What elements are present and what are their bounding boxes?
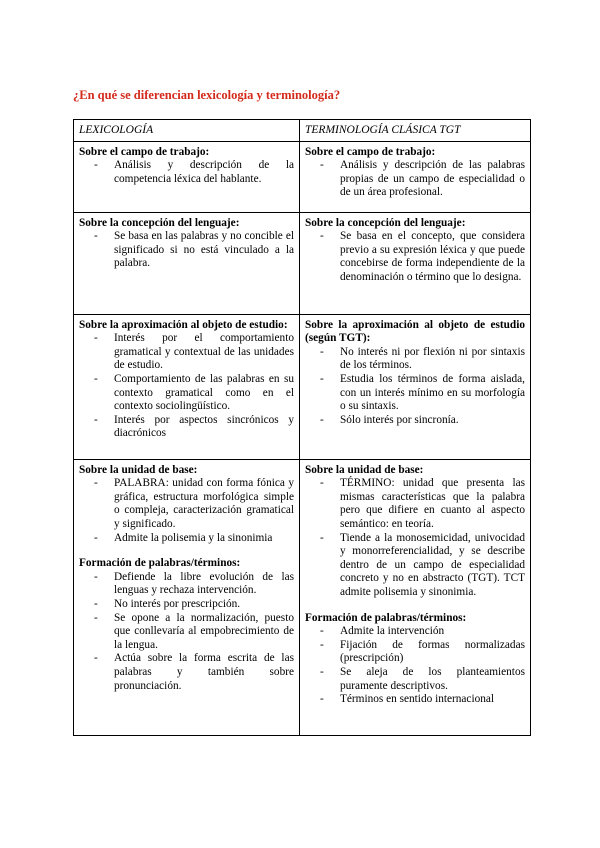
bullet-list — [79, 230, 294, 271]
cell-lexicologia — [74, 141, 300, 212]
list-item: - Interés por aspectos sincrónicos y diacrónicos — [114, 414, 294, 441]
list-item: - Actúa sobre la forma escrita de las palabras y también sobre pronunciación. — [114, 652, 294, 693]
list-item: - Tiende a la monosemicidad, univocidad y monorreferencialidad, y se describe dentro de un campo de especialidad concreto y no en abstracto (TGT). TCT admite polisemia y sinonimia. — [340, 532, 525, 600]
list-item: - Estudia los términos de forma aislada, con un interés mínimo en su morfología o su sintaxis. — [340, 373, 525, 414]
list-item: - PALABRA: unidad con forma fónica y gráfica, estructura morfológica simple o compleja, caracterización gramatical y significado. — [114, 477, 294, 531]
cell-lexicologia — [74, 212, 300, 314]
list-item: - No interés por prescripción. — [114, 598, 294, 612]
comparison-table — [73, 119, 531, 736]
header-lexicologia: LEXICOLOGÍA — [74, 120, 300, 142]
section-heading: Sobre la concepción del lenguaje: — [79, 216, 240, 229]
bullet-list — [79, 571, 294, 693]
list-item: - Términos en sentido internacional — [340, 693, 525, 707]
list-item: - Análisis y descripción de las palabras propias de un campo de especialidad o de un área profesional. — [340, 159, 525, 200]
bullet-list — [79, 332, 294, 441]
bullet-list — [79, 159, 294, 186]
bullet-list — [79, 477, 294, 545]
table-row — [74, 212, 531, 314]
bullet-list — [305, 477, 525, 599]
cell-terminologia — [300, 314, 531, 459]
list-item: - Se basa en las palabras y no concible el significado si no está vinculado a la palabra. — [114, 230, 294, 271]
page-title: ¿En qué se diferencian lexicología y terminología? — [73, 88, 341, 102]
bullet-list — [305, 230, 525, 284]
section-heading: Sobre el campo de trabajo: — [79, 145, 210, 158]
section-heading: Sobre la unidad de base: — [79, 463, 198, 476]
cell-terminologia — [300, 141, 531, 212]
list-item: - TÉRMINO: unidad que presenta las mismas características que la palabra pero que difiere en cuanto al aspecto semántico: en teoría. — [340, 477, 525, 531]
section-heading: Sobre la aproximación al objeto de estudio (según TGT): — [305, 318, 525, 345]
section-heading: Formación de palabras/términos: — [305, 611, 467, 624]
section-heading: Formación de palabras/términos: — [79, 557, 241, 570]
section-heading: Sobre la unidad de base: — [305, 463, 424, 476]
list-item: - Se opone a la normalización, puesto que conllevaría al empobrecimiento de la lengua. — [114, 612, 294, 653]
table-row — [74, 459, 531, 735]
cell-lexicologia — [74, 314, 300, 459]
bullet-list — [305, 159, 525, 200]
list-item: - Admite la intervención — [340, 625, 525, 639]
section-heading: Sobre la concepción del lenguaje: — [305, 216, 466, 229]
table-header-row — [74, 120, 531, 142]
section-heading: Sobre la aproximación al objeto de estudio: — [79, 318, 288, 331]
list-item: - Fijación de formas normalizadas (prescripción) — [340, 639, 525, 666]
table-row — [74, 141, 531, 212]
cell-lexicologia — [74, 459, 300, 735]
list-item: - Defiende la libre evolución de las lenguas y rechaza intervención. — [114, 571, 294, 598]
list-item: - Comportamiento de las palabras en su contexto gramatical como en el contexto sociolingüístico. — [114, 373, 294, 414]
bullet-list — [305, 625, 525, 707]
cell-terminologia — [300, 459, 531, 735]
section-heading: Sobre el campo de trabajo: — [305, 145, 436, 158]
list-item: - Interés por el comportamiento gramatical y contextual de las unidades de estudio. — [114, 332, 294, 373]
list-item: - Se aleja de los planteamientos puramente descriptivos. — [340, 666, 525, 693]
list-item: - Admite la polisemia y la sinonimia — [114, 532, 294, 546]
list-item: - Sólo interés por sincronía. — [340, 414, 525, 428]
list-item: - Se basa en el concepto, que considera previo a su expresión léxica y que puede concebirse de forma independiente de la denominación o término que lo designa. — [340, 230, 525, 284]
table-row — [74, 314, 531, 459]
header-terminologia: TERMINOLOGÍA CLÁSICA TGT — [300, 120, 531, 142]
bullet-list — [305, 346, 525, 428]
list-item: - Análisis y descripción de la competencia léxica del hablante. — [114, 159, 294, 186]
list-item: - No interés ni por flexión ni por sintaxis de los términos. — [340, 346, 525, 373]
cell-terminologia — [300, 212, 531, 314]
